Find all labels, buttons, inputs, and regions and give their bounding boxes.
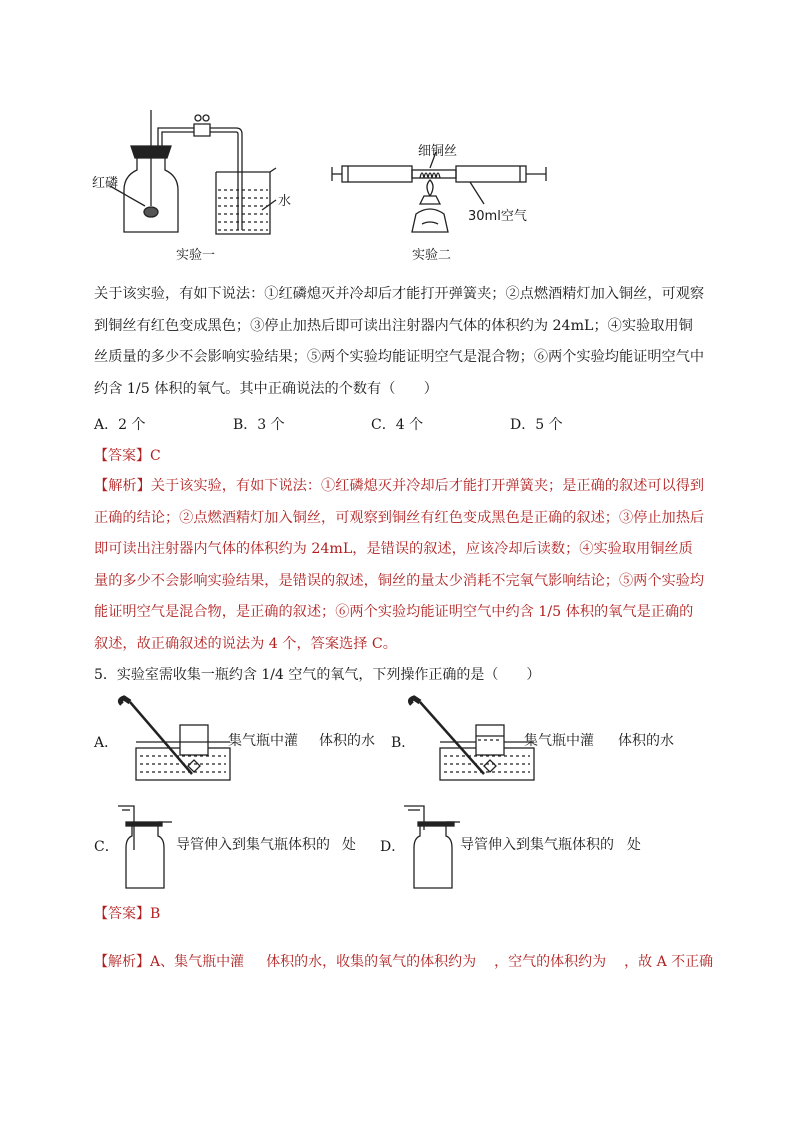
caption-experiment-1: 实验一 (176, 248, 216, 263)
q5-answer-value: B (150, 906, 161, 922)
q5-option-c-text1: 导管伸入到集气瓶体积的 (176, 837, 330, 853)
q5-option-d-text2: 处 (627, 837, 641, 853)
q5-option-a-text2: 体积的水 (319, 733, 375, 749)
q5-analysis-text1: A、集气瓶中灌 (150, 954, 245, 970)
q5-analysis-text2: 体积的水，收集的氧气的体积约为 (266, 954, 477, 970)
q4-answer-label: 【答案】 (94, 448, 150, 464)
label-water: 水 (278, 194, 292, 209)
q5-option-b-text2: 体积的水 (618, 733, 674, 749)
q4-option-d: D．5 个 (510, 417, 563, 433)
label-30ml-air: 30ml空气 (468, 209, 527, 224)
q5-analysis-label: 【解析】 (94, 954, 150, 970)
q5-answer (94, 903, 160, 923)
q5-option-b-letter: B． (391, 735, 416, 751)
q5-analysis (94, 951, 714, 971)
q5-option-b-text1: 集气瓶中灌 (524, 733, 594, 749)
label-phosphorus: 红磷 (92, 176, 119, 191)
q5-option-c-text2: 处 (342, 837, 356, 853)
q5-option-d-letter: D． (380, 839, 406, 855)
q5-option-a-letter: A． (94, 735, 119, 751)
q4-option-b: B．3 个 (233, 417, 285, 433)
caption-experiment-2: 实验二 (412, 248, 452, 263)
q5-option-c-letter: C． (94, 839, 119, 855)
q4-stem: 关于该实验，有如下说法：①红磷熄灭并冷却后才能打开弹簧夹；②点燃酒精灯加入铜丝，可观察到铜丝有红色变成黑色；③停止加热后即可读出注射器内气体的体积约为 24mL；④实验取用铜丝质量的多少不会影响实验结果；⑤两个实验均能证明空气是混合物；⑥两个实验均能证明空气中约含 1/5 体积的氧气。其中正确说法的个数有（ ） (94, 286, 705, 397)
q5-analysis-text4: ，故 A 不正确 (624, 954, 714, 970)
q5-option-d-text1: 导管伸入到集气瓶体积的 (460, 837, 614, 853)
q4-analysis-label: 【解析】 (94, 478, 151, 494)
q4-option-c: C．4 个 (371, 417, 424, 433)
q5-analysis-text3: ，空气的体积约为 (494, 954, 607, 970)
q4-analysis-text: 关于该实验，有如下说法：①红磷熄灭并冷却后才能打开弹簧夹；是正确的叙述可以得到正确的结论；②点燃酒精灯加入铜丝，可观察到铜丝有红色变成黑色是正确的叙述；③停止加热后即可读出注射器内气体的体积约为 24mL，是错误的叙述，应该冷却后读数；④实验取用铜丝质量的多少不会影响实验结果，是错误的叙述，铜丝的量太少消耗不完氧气影响结论；⑤两个实验均能证明空气是混合物，是正确的叙述；⑥两个实验均能证明空气中约含 1/5 体积的氧气是正确的叙述，故正确叙述的说法为 4 个，答案选择 C。 (94, 478, 705, 652)
q5-stem: 5．实验室需收集一瓶约含 1/4 空气的氧气，下列操作正确的是（ ） (94, 667, 541, 683)
q5-option-a-text1: 集气瓶中灌 (228, 733, 298, 749)
q4-answer-value: C (150, 448, 161, 464)
label-copper-wire: 细铜丝 (418, 144, 458, 159)
q5-answer-label: 【答案】 (94, 906, 150, 922)
q4-option-a: A．2 个 (94, 417, 146, 433)
